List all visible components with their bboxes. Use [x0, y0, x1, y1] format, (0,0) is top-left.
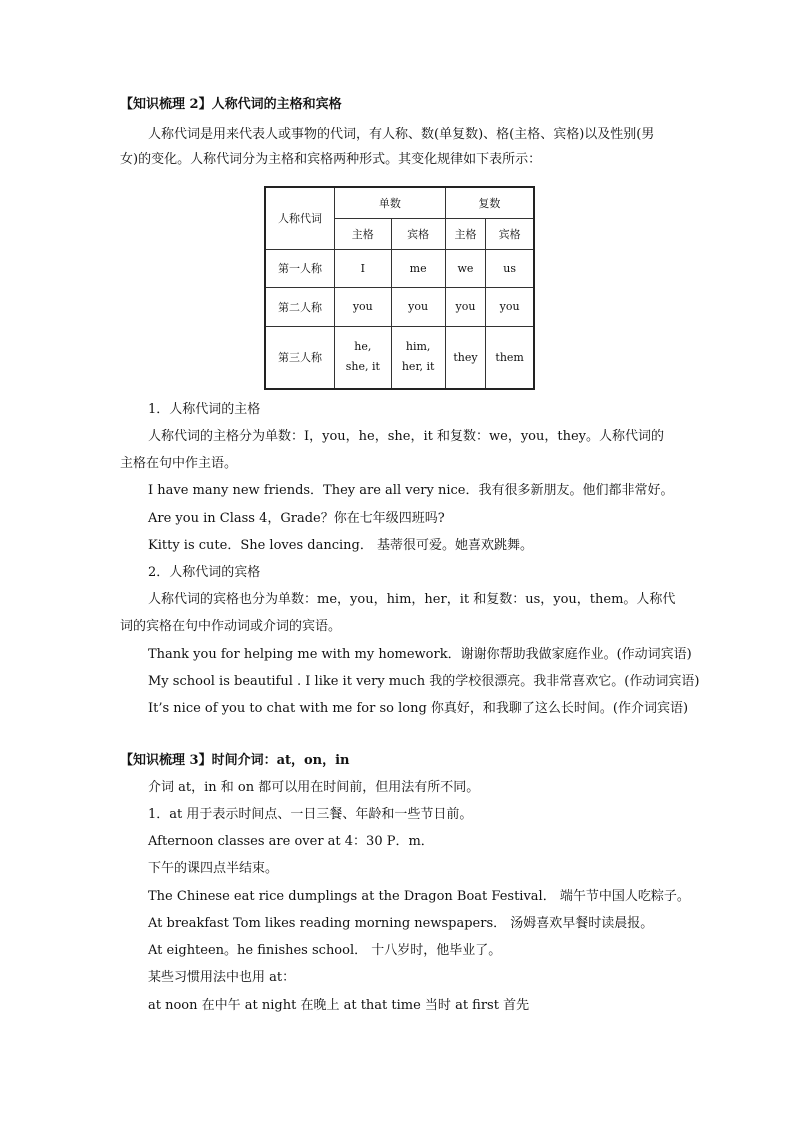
row-label: 第三人称 [265, 326, 335, 389]
example-sentence: Are you in Class 4，Grade？你在七年级四班吗? [148, 511, 445, 526]
example-translation: 下午的课四点半结束。 [148, 861, 279, 876]
table-plural-header: 复数 [445, 187, 534, 218]
example-sentence: At eighteen。he finishes school． 十八岁时，他毕业了。 [148, 943, 502, 958]
table-cell: you [486, 287, 534, 326]
table-cell: you [391, 287, 445, 326]
table-singular-header: 单数 [335, 187, 446, 218]
pronoun-table [264, 186, 535, 390]
example-sentence: At breakfast Tom likes reading morning newspapers． 汤姆喜欢早餐时读晨报。 [148, 916, 654, 931]
table-cell: we [445, 249, 486, 287]
table-cell: they [445, 326, 486, 389]
table-cell: them [486, 326, 534, 389]
subsection-title: 1．人称代词的主格 [148, 402, 261, 417]
table-cell: you [335, 287, 392, 326]
table-cell: you [445, 287, 486, 326]
paragraph-line: 介词 at，in 和 on 都可以用在时间前，但用法有所不同。 [148, 780, 480, 795]
paragraph-line: 人称代词的主格分为单数：I，you，he，she，it 和复数：we，you，they。人称代词的 [148, 429, 664, 444]
example-sentence: I have many new friends．They are all very nice．我有很多新朋友。他们都非常好。 [148, 483, 674, 498]
table-cell: us [486, 249, 534, 287]
example-sentence: Thank you for helping me with my homework．谢谢你帮助我做家庭作业。(作动词宾语) [148, 647, 692, 662]
idiom-list: at noon 在中午 at night 在晚上 at that time 当时 at first 首先 [148, 998, 530, 1013]
table-cell: him, her, it [391, 326, 445, 389]
section2-heading: 【知识梳理 2】人称代词的主格和宾格 [120, 97, 342, 112]
example-sentence: Afternoon classes are over at 4：30 P．m． [148, 834, 434, 849]
table-corner-header: 人称代词 [265, 187, 335, 249]
example-sentence: My school is beautiful . I like it very much 我的学校很漂亮。我非常喜欢它。(作动词宾语) [148, 674, 700, 689]
paragraph-line: 词的宾格在句中作动词或介词的宾语。 [120, 619, 342, 634]
section2-intro-line2: 女)的变化。人称代词分为主格和宾格两种形式。其变化规律如下表所示： [120, 152, 542, 167]
paragraph-line: 某些习惯用法中也用 at： [148, 970, 296, 985]
subsection-title: 1．at 用于表示时间点、一日三餐、年龄和一些节日前。 [148, 807, 473, 822]
table-cell: I [335, 249, 392, 287]
row-label: 第二人称 [265, 287, 335, 326]
table-subheader: 主格 [335, 218, 392, 249]
table-row [265, 249, 534, 287]
row-label: 第一人称 [265, 249, 335, 287]
example-sentence: It’s nice of you to chat with me for so long 你真好，和我聊了这么长时间。(作介词宾语) [148, 701, 689, 716]
table-row [265, 326, 534, 389]
example-sentence: Kitty is cute．She loves dancing． 基蒂很可爱。她喜欢跳舞。 [148, 538, 533, 553]
paragraph-line: 主格在句中作主语。 [120, 456, 238, 471]
section2-intro-line1: 人称代词是用来代表人或事物的代词，有人称、数(单复数)、格(主格、宾格)以及性别(男 [148, 127, 655, 142]
example-sentence: The Chinese eat rice dumplings at the Dragon Boat Festival． 端午节中国人吃粽子。 [148, 889, 690, 904]
table-cell: me [391, 249, 445, 287]
subsection-title: 2．人称代词的宾格 [148, 565, 261, 580]
table-subheader: 宾格 [486, 218, 534, 249]
table-cell: he, she, it [335, 326, 392, 389]
table-subheader: 主格 [445, 218, 486, 249]
table-row [265, 287, 534, 326]
table-subheader: 宾格 [391, 218, 445, 249]
section3-heading: 【知识梳理 3】时间介词：at，on，in [120, 753, 350, 768]
paragraph-line: 人称代词的宾格也分为单数：me，you，him，her，it 和复数：us，you，them。人称代 [148, 592, 676, 607]
